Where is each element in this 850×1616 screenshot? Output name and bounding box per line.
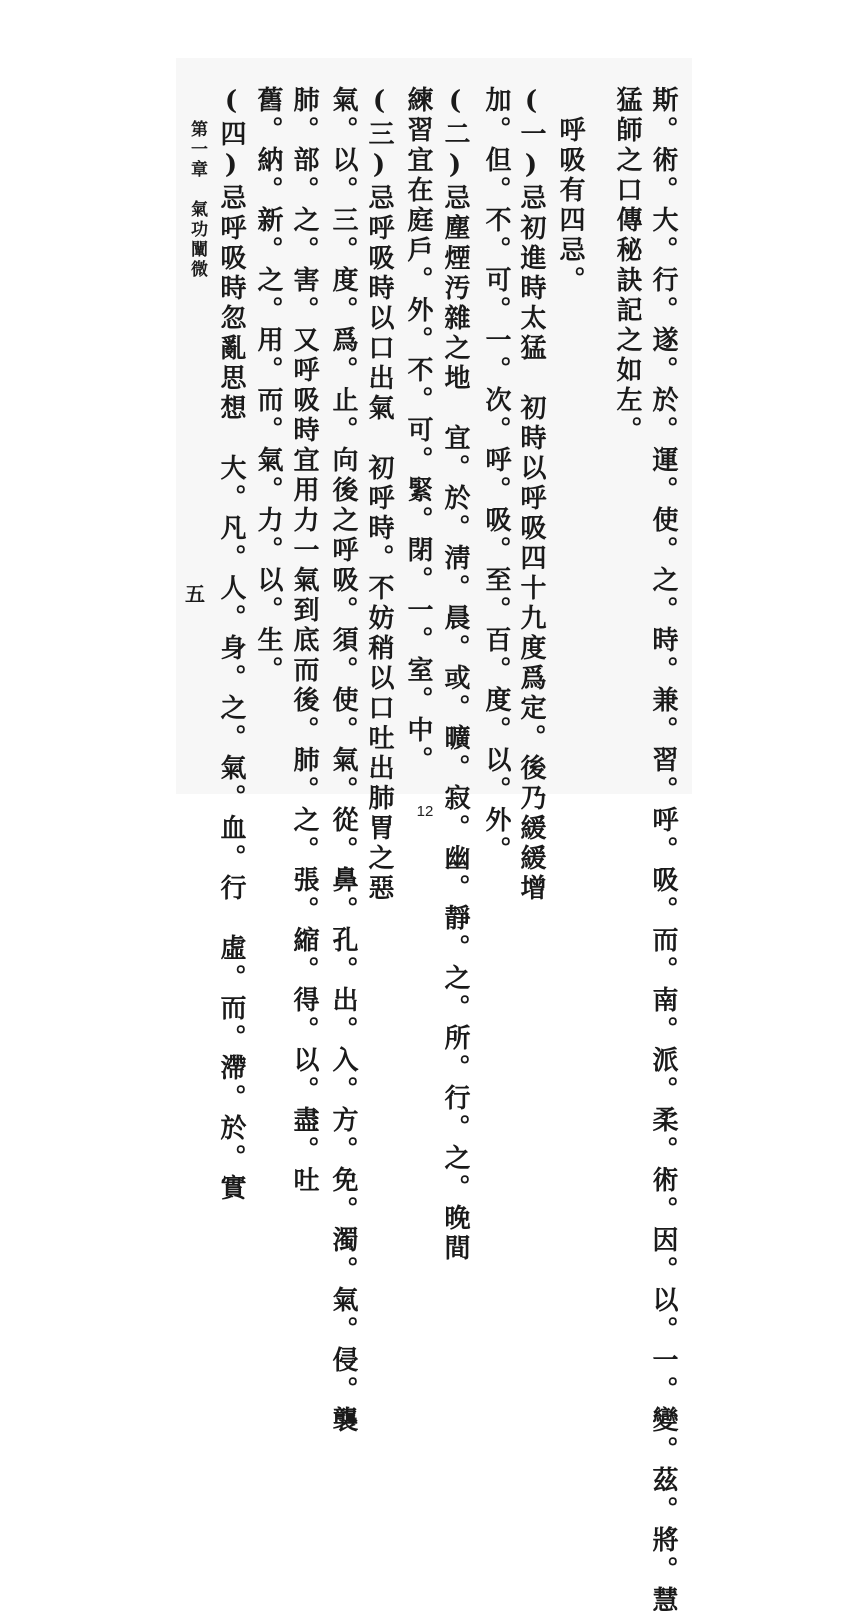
text-column-3: 呼吸有四忌。 — [555, 116, 585, 296]
text-column-7: 練習宜在庭戶。外。不。可。緊。閉。一。室。中。 — [403, 86, 433, 776]
text-column-10: 肺。部。之。害。又呼吸時宜用力一氣到底而後。肺。之。張。縮。得。以。盡。吐 — [289, 86, 319, 1196]
text-column-1: 斯。術。大。行。遂。於。運。使。之。時。兼。習。呼。吸。而。南。派。柔。術。因。以。一。變。茲。將。慧 — [648, 86, 678, 1616]
text-column-11: 舊。納。新。之。用。而。氣。力。以。生。 — [253, 86, 283, 686]
page-number: 12 — [416, 803, 434, 820]
text-column-8: (三)忌呼吸時以口出氣 初呼時。不妨稍以口吐出肺胃之惡 — [364, 86, 394, 904]
folio-number: 五 — [185, 582, 205, 606]
text-column-9: 氣。以。三。度。爲。止。向後之呼吸。須。使。氣。從。鼻。孔。出。入。方。免。濁。氣。侵。襲 — [328, 86, 358, 1436]
text-column-4: (一)忌初進時太猛 初時以呼吸四十九度爲定。後乃緩緩增 — [516, 86, 546, 904]
text-column-2: 猛師之口傳秘訣記之如左。 — [612, 86, 642, 446]
text-column-6: (二)忌塵煙汚雜之地 宜。於。淸。晨。或。曠。寂。幽。靜。之。所。行。之。晚間 — [440, 86, 470, 1264]
text-column-5: 加。但。不。可。一。次。呼。吸。至。百。度。以。外。 — [481, 86, 511, 866]
running-header: 第一章 氣功闡微 — [187, 120, 207, 280]
text-column-12: (四)忌呼吸時忽亂思想 大。凡。人。身。之。氣。血。行 虛。而。滯。於。實 — [216, 86, 246, 1204]
